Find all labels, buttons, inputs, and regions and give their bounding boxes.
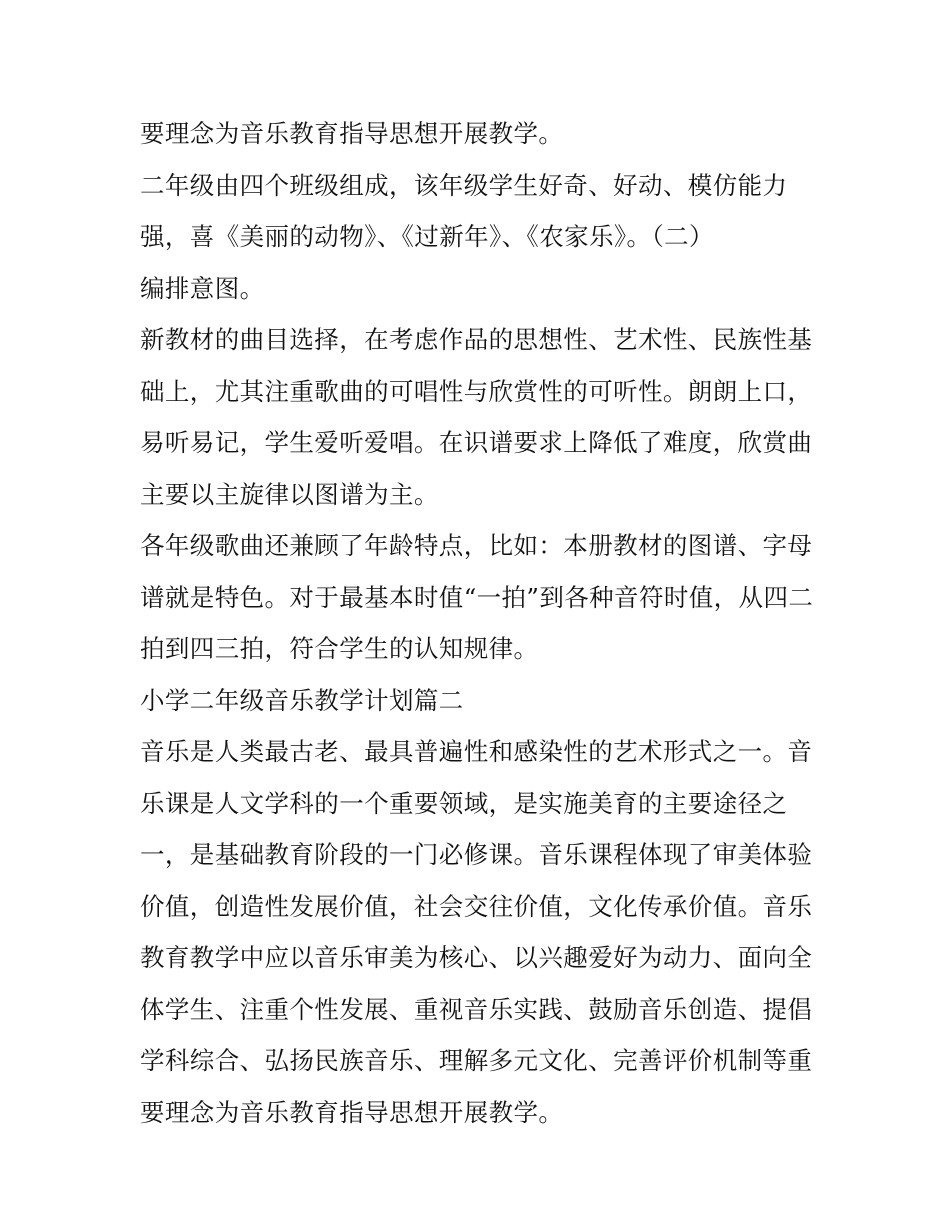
text-line: 乐课是人文学科的一个重要领域，是实施美育的主要途径之 xyxy=(140,788,788,818)
text-line: 谱就是特色。对于最基本时值“一拍”到各种音符时值，从四二 xyxy=(140,582,814,612)
text-line: 要理念为音乐教育指导思想开展教学。 xyxy=(140,119,564,148)
document-body xyxy=(140,108,820,1138)
text-line: 一，是基础教育阶段的一门必修课。音乐课程体现了审美体验 xyxy=(140,840,813,869)
text-line: 拍到四三拍，符合学生的认知规律。 xyxy=(140,634,539,663)
text-line: 价值，创造性发展价值，社会交往价值，文化传承价值。音乐 xyxy=(140,891,813,921)
text-line: 新教材的曲目选择，在考虑作品的思想性、艺术性、民族性基 xyxy=(140,325,813,354)
text-line: 二年级由四个班级组成，该年级学生好奇、好动、模仿能力 xyxy=(140,170,788,200)
text-line: 主要以主旋律以图谱为主。 xyxy=(140,479,439,509)
text-line: 音乐是人类最古老、最具普遍性和感染性的艺术形式之一。音 xyxy=(140,737,813,766)
text-line: 易听易记，学生爱听爱唱。在识谱要求上降低了难度，欣赏曲 xyxy=(140,428,813,457)
text-line: 各年级歌曲还兼顾了年龄特点，比如：本册教材的图谱、字母 xyxy=(140,531,813,560)
section-heading: 小学二年级音乐教学计划篇二 xyxy=(140,685,464,715)
text-line: 础上，尤其注重歌曲的可唱性与欣赏性的可听性。朗朗上口， xyxy=(140,376,813,406)
text-line: 强，喜《美丽的动物》、《过新年》、《农家乐》。（二） xyxy=(140,222,714,251)
text-line: 教育教学中应以音乐审美为核心、以兴趣爱好为动力、面向全 xyxy=(140,943,813,972)
text-line: 要理念为音乐教育指导思想开展教学。 xyxy=(140,1097,564,1127)
text-line: 编排意图。 xyxy=(140,273,265,303)
text-line: 学科综合、弘扬民族音乐、理解多元文化、完善评价机制等重 xyxy=(140,1046,813,1075)
text-line: 体学生、注重个性发展、重视音乐实践、鼓励音乐创造、提倡 xyxy=(140,994,813,1024)
